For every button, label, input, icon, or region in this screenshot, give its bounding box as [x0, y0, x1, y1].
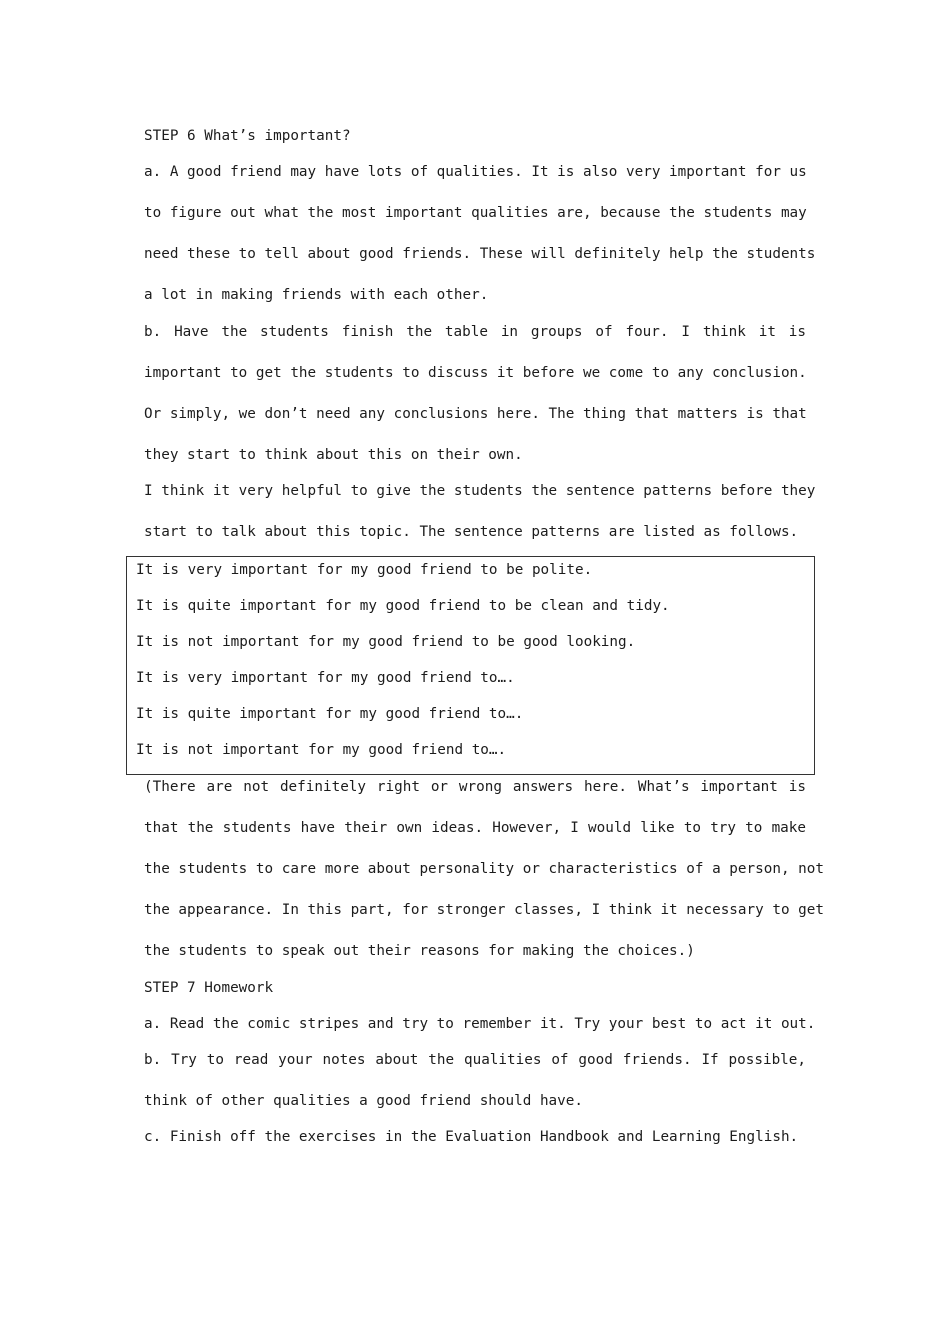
note-line-1: (There are not definitely right or wrong answers here. What’s important is	[144, 779, 806, 795]
sentence-patterns-box	[126, 556, 815, 775]
para-b-line-4: they start to think about this on their own.	[144, 447, 523, 463]
para-b-line-1: b. Have the students finish the table in groups of four. I think it is	[144, 324, 806, 340]
para-c-line-2: start to talk about this topic. The sentence patterns are listed as follows.	[144, 524, 799, 540]
pattern-line: It is quite important for my good friend to….	[136, 706, 524, 722]
step6-heading: STEP 6 What’s important?	[144, 128, 351, 144]
para-a-line-4: a lot in making friends with each other.	[144, 287, 489, 303]
pattern-line: It is very important for my good friend to….	[136, 670, 515, 686]
note-line-4: the appearance. In this part, for stronger classes, I think it necessary to get	[144, 902, 824, 918]
para-a-line-2: to figure out what the most important qualities are, because the students may	[144, 205, 807, 221]
para-c-line-1: I think it very helpful to give the students the sentence patterns before they	[144, 483, 816, 499]
homework-item-c: c. Finish off the exercises in the Evaluation Handbook and Learning English.	[144, 1129, 799, 1145]
homework-item-b-line-2: think of other qualities a good friend should have.	[144, 1093, 583, 1109]
step7-heading: STEP 7 Homework	[144, 980, 274, 996]
pattern-line: It is not important for my good friend to….	[136, 742, 507, 758]
pattern-line: It is very important for my good friend to be polite.	[136, 562, 593, 578]
para-a-line-1: a. A good friend may have lots of qualities. It is also very important for us	[144, 164, 807, 180]
para-b-line-2: important to get the students to discuss it before we come to any conclusion.	[144, 365, 807, 381]
pattern-line: It is quite important for my good friend to be clean and tidy.	[136, 598, 670, 614]
note-line-2: that the students have their own ideas. However, I would like to try to make	[144, 820, 806, 836]
homework-item-b-line-1: b. Try to read your notes about the qualities of good friends. If possible,	[144, 1052, 806, 1068]
pattern-line: It is not important for my good friend to be good looking.	[136, 634, 636, 650]
para-a-line-3: need these to tell about good friends. These will definitely help the students	[144, 246, 816, 262]
note-line-3: the students to care more about personality or characteristics of a person, not	[144, 861, 824, 877]
para-b-line-3: Or simply, we don’t need any conclusions here. The thing that matters is that	[144, 406, 807, 422]
homework-item-a: a. Read the comic stripes and try to remember it. Try your best to act it out.	[144, 1016, 816, 1032]
note-line-5: the students to speak out their reasons for making the choices.)	[144, 943, 695, 959]
